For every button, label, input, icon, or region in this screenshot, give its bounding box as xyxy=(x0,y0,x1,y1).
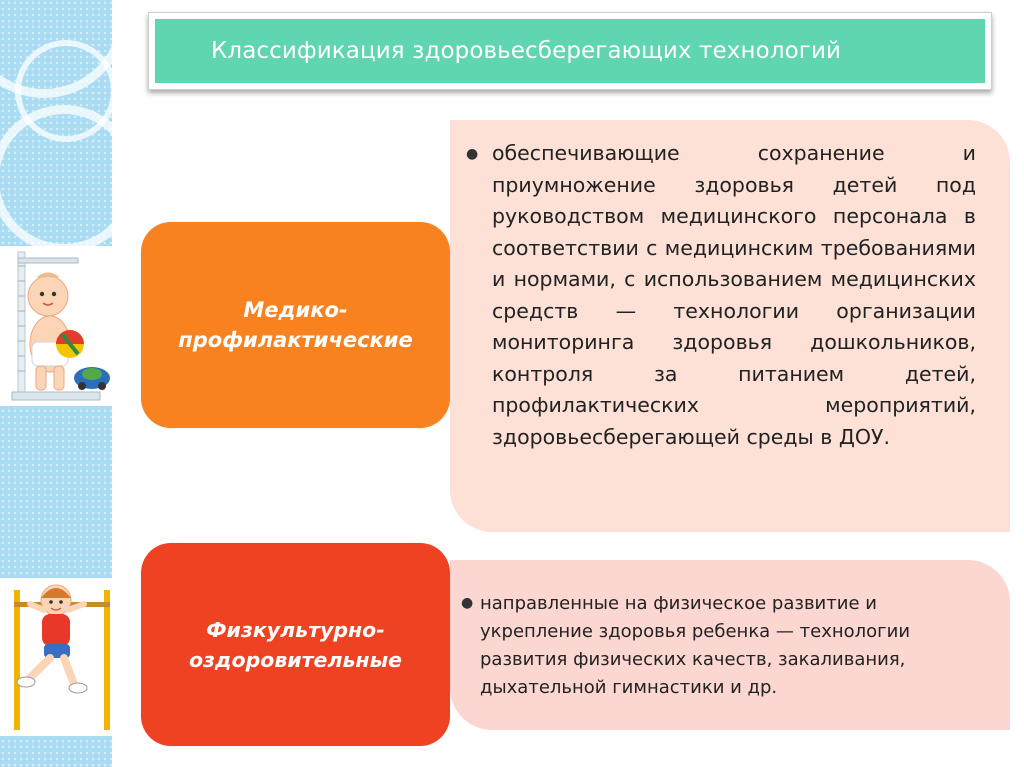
description-physical: направленные на физическое развитие и укрепление здоровья ребенка — технологии развития физических качеств, закаливания, дыхательной гимнастики и др. xyxy=(480,593,911,698)
title-banner xyxy=(148,12,992,90)
baby-on-height-scale-icon xyxy=(0,246,112,406)
description-text-physical xyxy=(461,590,980,702)
category-medical-preventive xyxy=(141,222,450,428)
category-label-physical: Физкультурно-оздоровительные xyxy=(188,617,403,672)
category-physical-health xyxy=(141,543,450,746)
child-on-pullup-bar-icon xyxy=(0,578,112,736)
title-banner-inner xyxy=(155,19,985,83)
category-label-medical: Медико-профилактические xyxy=(178,298,413,352)
bullet-icon: ● xyxy=(461,595,474,611)
decorative-ring xyxy=(15,40,112,142)
bullet-icon: ● xyxy=(466,146,479,162)
description-text-medical xyxy=(466,138,976,453)
description-box-medical xyxy=(450,120,1010,532)
page-title: Классификация здоровьесберегающих технологий xyxy=(211,38,842,64)
description-medical: обеспечивающие сохранение и приумножение здоровья детей под руководством медицинского персонала в соответствии с медицинским требованиями и нормами, с использованием медицинских средств — технологии организации мониторинга здоровья дошкольников, контроля за питанием детей, профилактических мероприятий, здоровьесберегающей среды в ДОУ. xyxy=(492,141,976,449)
description-box-physical xyxy=(450,560,1010,730)
